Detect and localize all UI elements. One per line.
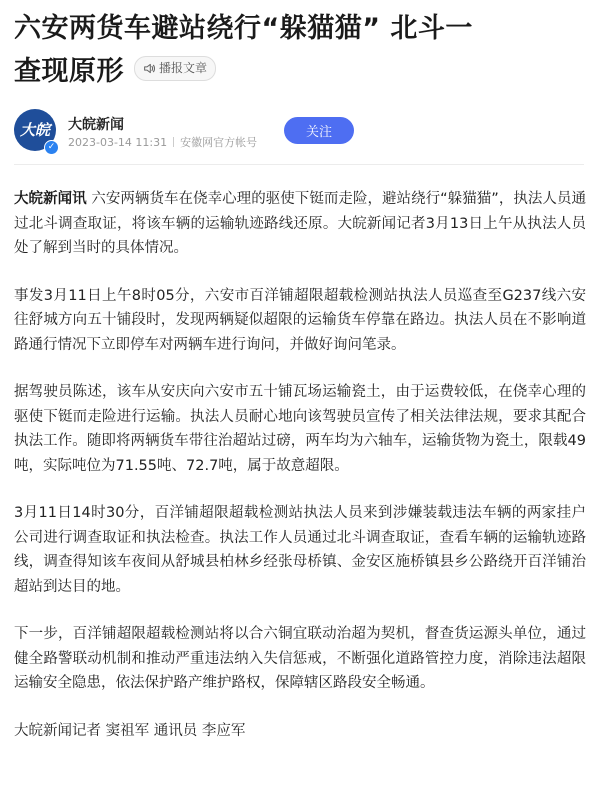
article-title-line-2	[14, 50, 584, 93]
article-title-line-1: 六安两货车避站绕行“躲猫猫” 北斗一	[14, 13, 473, 44]
article-body	[14, 187, 586, 766]
avatar-logo-text: 大皖	[19, 121, 50, 139]
author-name[interactable]: 大皖新闻	[68, 117, 124, 133]
article-title	[14, 0, 584, 93]
verified-badge-icon: ✓	[44, 140, 59, 155]
listen-article-button[interactable]	[134, 56, 216, 81]
news-source-lead: 大皖新闻讯	[14, 191, 87, 207]
account-description: 安徽网官方帐号	[180, 136, 258, 149]
author-bar	[14, 109, 584, 153]
meta-separator	[173, 137, 174, 147]
header-divider	[14, 164, 584, 165]
article-paragraph	[14, 187, 586, 261]
publish-date: 2023-03-14 11:31	[68, 136, 168, 149]
article-paragraph: 3月11日14时30分，百洋铺超限超载检测站执法人员来到涉嫌装载违法车辆的两家挂户公司进行调查取证和执法检查。执法工作人员通过北斗调查取证，查看车辆的运输轨迹路线，调查得知该车夜间从舒城县柏林乡经张母桥镇、金安区施桥镇县乡公路绕开百洋铺治超站到达目的地。	[14, 505, 586, 595]
author-meta	[68, 134, 257, 150]
article-paragraph: 事发3月11日上午8时05分，六安市百洋铺超限超载检测站执法人员巡查至G237线六安往舒城方向五十铺段时，发现两辆疑似超限的运输货车停靠在路边。执法人员在不影响道路通行情况下立即停车对两辆车进行询问，并做好询问笔录。	[14, 287, 586, 353]
article-paragraph: 下一步，百洋铺超限超载检测站将以合六铜宜联动治超为契机，督查货运源头单位，通过健全路警联动机制和推动严重违法纳入失信惩戒，不断强化道路管控力度，消除违法超限运输安全隐患，依法保护路产维护路权，保障辖区路段安全畅通。	[14, 626, 586, 691]
listen-article-label: 播报文章	[159, 61, 208, 75]
article-paragraph: 据驾驶员陈述，该车从安庆向六安市五十铺瓦场运输瓷土，由于运费较低，在侥幸心理的驱使下铤而走险进行运输。执法人员耐心地向该驾驶员宣传了相关法律法规，要求其配合执法工作。随即将两辆货车带往治超站过磅，两车均为六轴车，运输货物为瓷土，限载49吨，实际吨位为71.55吨、72.7吨，属于故意超限。	[14, 384, 586, 474]
speaker-icon	[143, 62, 156, 75]
paragraph-text: 六安两辆货车在侥幸心理的驱使下铤而走险，避站绕行“躲猫猫”，执法人员通过北斗调查取证，将该车辆的运输轨迹路线还原。大皖新闻记者3月13日上午从执法人员处了解到当时的具体情况。	[14, 191, 587, 256]
follow-button[interactable]: 关注	[284, 117, 354, 144]
article-title-line-2-text: 查现原形	[14, 56, 124, 87]
reporter-credit: 大皖新闻记者 窦祖军 通讯员 李应军	[14, 722, 246, 739]
